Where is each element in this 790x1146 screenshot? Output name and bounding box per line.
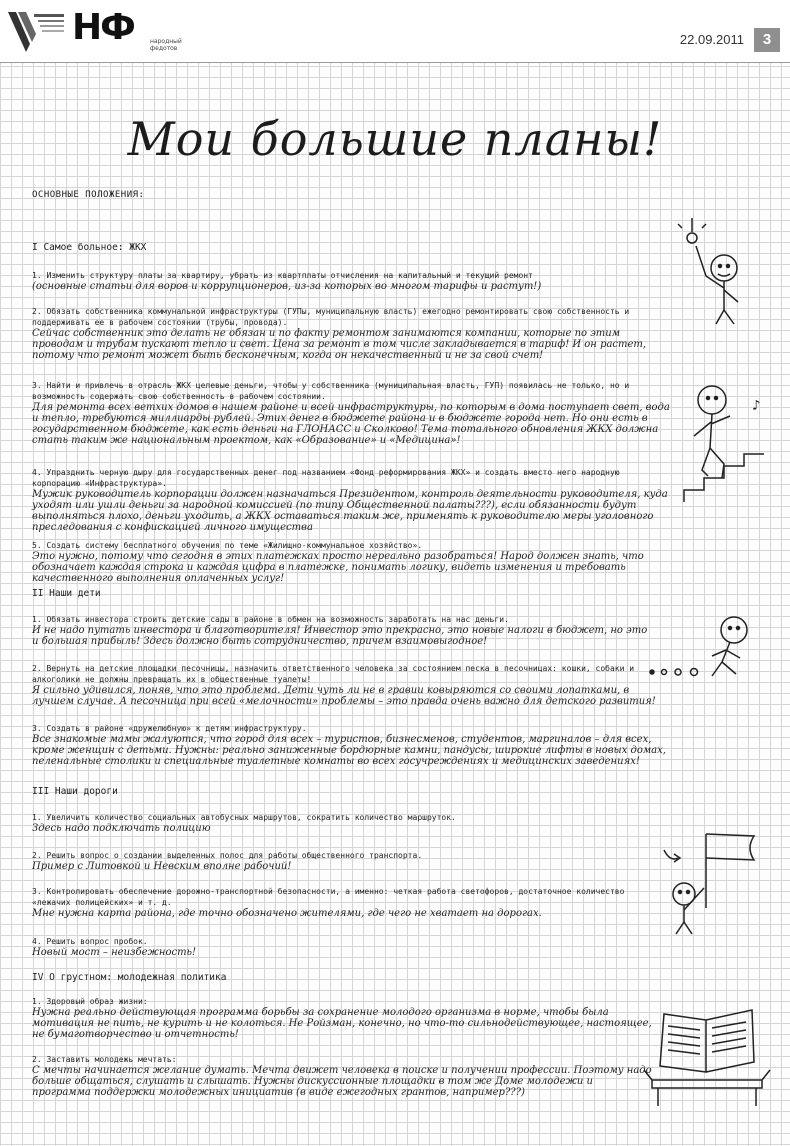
item-comment: Это нужно, потому что сегодня в этих платежках просто нереально разобраться! Народ должен знать, что обозначает каждая строка и каждая цифра в платежке, понимать логику, видеть изменения и требовать качественного выполнения оплаченных услуг! bbox=[32, 551, 644, 584]
item-text: 1. Изменить структуру платы за квартиру, убрать из квартплаты отчисления на капитальный и текущий ремонт bbox=[32, 271, 533, 280]
item-text: 2. Решить вопрос о создании выделенных полос для работы общественного транспорта. bbox=[32, 851, 423, 860]
item-text: 3. Создать в районе «дружелюбную» к детям инфраструктуру. bbox=[32, 724, 307, 733]
item-comment: Пример с Литовкой и Невским вполне рабочий! bbox=[32, 861, 292, 872]
section-title: I Самое больное: ЖКХ bbox=[32, 242, 147, 253]
list-item bbox=[32, 306, 672, 361]
page-number: 3 bbox=[754, 28, 780, 52]
lightbulb-man-icon bbox=[676, 218, 756, 328]
list-item bbox=[32, 663, 672, 707]
section-title: II Наши дети bbox=[32, 588, 101, 599]
item-text: 5. Создать систему бесплатного обучения по теме «Жилищно-коммунальное хозяйство». bbox=[32, 541, 423, 550]
newspaper-logo-letters: НФ bbox=[72, 7, 134, 48]
item-text: 1. Увеличить количество социальных автобусных маршрутов, сократить количество маршруток. bbox=[32, 813, 456, 822]
item-comment: (основные статьи для воров и коррупционеров, из-за которых во многом тарифы и растут!) bbox=[32, 281, 542, 292]
item-comment: Здесь надо подключать полицию bbox=[32, 823, 211, 834]
list-item bbox=[32, 540, 672, 584]
item-text: 1. Обязать инвестора строить детские сады в районе в обмен на возможность заработать на нас деньги. bbox=[32, 615, 509, 624]
list-item bbox=[32, 886, 632, 919]
item-comment: И не надо путать инвестора и благотворителя! Инвестор это прекрасно, это новые налоги в бюджет, но это и большая прибыль! Здесь должно быть сотрудничество, причем взаимовыгодное! bbox=[32, 625, 648, 647]
list-item bbox=[32, 1054, 652, 1098]
item-comment: Я сильно удивился, поняв, что это проблема. Дети чуть ли не в гравии ковыряются со своими лопатками, в лучшем случае. А песочница при всей «мелочности» проблемы – это правда очень важно для детского развития! bbox=[32, 685, 656, 707]
section-title: III Наши дороги bbox=[32, 786, 118, 797]
list-item bbox=[32, 723, 672, 767]
newspaper-logo-icon bbox=[6, 8, 68, 54]
list-item bbox=[32, 936, 632, 958]
list-item bbox=[32, 850, 632, 872]
item-comment: Мужик руководитель корпорации должен назначаться Президентом, контроль деятельности руководителя, куда уходят или ушли деньги за народной комиссией (по типу Общественной палаты???), если обязанности будут выполняться плохо, деньги уходить, а ЖКХ оставаться таким же, применять к руководителю меры уголовного преследования с конфискацией личного имущества bbox=[32, 489, 668, 533]
newspaper-reader-icon bbox=[640, 1000, 780, 1110]
main-heading: ОСНОВНЫЕ ПОЛОЖЕНИЯ: bbox=[32, 190, 145, 200]
list-item bbox=[32, 270, 632, 292]
list-item bbox=[32, 812, 632, 834]
item-comment: Мне нужна карта района, где точно обозначено жителями, где чего не хватает на дорогах. bbox=[32, 908, 542, 919]
issue-date: 22.09.2011 bbox=[679, 32, 744, 47]
item-comment: Сейчас собственник это делать не обязан и по факту ремонтом занимаются компании, которые по этим проводам и трубам пускают тепло и свет. Цена за ремонт в том числе закладывается в тариф! И он растет, потому что ремонт может быть бесконечным, когда он некачественный и не за свой счет! bbox=[32, 328, 647, 361]
playing-child-icon bbox=[642, 606, 752, 686]
page-header bbox=[0, 0, 790, 63]
item-comment: Новый мост – неизбежность! bbox=[32, 947, 197, 958]
item-comment: С мечты начинается желание думать. Мечта движет человека в поиске и получении профессии. Поэтому надо больше общаться, слушать и слышать. Нужны дискуссионные площадки в том же Доме молодежи и программа поддержки молодежных инициатив (в виде ежегодных грантов, например???) bbox=[32, 1065, 652, 1098]
item-text: 3. Контролировать обеспечение дорожно-транспортной безопасности, а именно: четкая работа светофоров, достаточное количество «лежачих полицейских» и т. д. bbox=[32, 887, 625, 907]
item-text: 4. Упразднить черную дыру для государственных денег под названием «Фонд реформирования ЖКХ» и создать вместо него народную корпорацию «Инфраструктура». bbox=[32, 468, 620, 488]
item-comment: Для ремонта всех ветхих домов в нашем районе и всей инфраструктуры, по которым в дома поступает свет, вода и тепло, требуются миллиарды рублей. Этих денег в бюджете района и в бюджете города нет. Но они есть в государственном бюджете, как есть деньги на ГЛОНАСС и Сколково! Тема тотального обновления ЖКХ должна стать таким же национальным проектом, как «Образование» и «Медицина»! bbox=[32, 402, 670, 446]
list-item bbox=[32, 614, 652, 647]
list-item bbox=[32, 380, 672, 446]
item-comment: Все знакомые мамы жалуются, что город для всех – туристов, бизнесменов, студентов, маргиналов – для всех, кроме женщин с детьми. Нужны: реально заниженные бордюрные камни, пандусы, широкие лифты в новых домах, пеленальные столики и специальные туалетные комнаты во всех госучреждениях и медицинских заведениях! bbox=[32, 734, 666, 767]
item-comment: Нужна реально действующая программа борьбы за сохранение молодого организма в норме, чтобы была мотивация не пить, не курить и не колоться. Не Ройзман, конечно, но что-то сильнодействующее, настоящее, не бумаготворчество и отчетность! bbox=[32, 1007, 652, 1040]
section-title: IV О грустном: молодежная политика bbox=[32, 972, 227, 983]
item-text: 2. Обязать собственника коммунальной инфраструктуры (ГУПы, муниципальную власть) ежегодно ремонтировать свою собственность и поддерживать ее в рабочем состоянии (трубы, провода). bbox=[32, 307, 630, 327]
list-item bbox=[32, 467, 672, 533]
flag-man-icon bbox=[650, 818, 770, 938]
item-text: 2. Заставить молодежь мечтать: bbox=[32, 1055, 177, 1064]
page-title: Мои большие планы! bbox=[127, 112, 663, 166]
item-text: 1. Здоровый образ жизни: bbox=[32, 997, 148, 1006]
item-text: 2. Вернуть на детские площадки песочницы, назначить ответственного человека за состоянием песка в песочницах: кошки, собаки и алкоголики не должны превращать их в общественные туалеты! bbox=[32, 664, 635, 684]
stairs-man-icon bbox=[674, 380, 774, 510]
newspaper-logo-subtitle: народный федотов bbox=[150, 38, 182, 52]
list-item bbox=[32, 996, 652, 1040]
item-text: 3. Найти и привлечь в отрасль ЖКХ целевые деньги, чтобы у собственника (муниципальная власть, ГУП) появилась не только, но и возможность содержать свою собственность в рабочем состоянии. bbox=[32, 381, 630, 401]
svg-text:♪: ♪ bbox=[752, 398, 761, 414]
item-text: 4. Решить вопрос пробок. bbox=[32, 937, 148, 946]
